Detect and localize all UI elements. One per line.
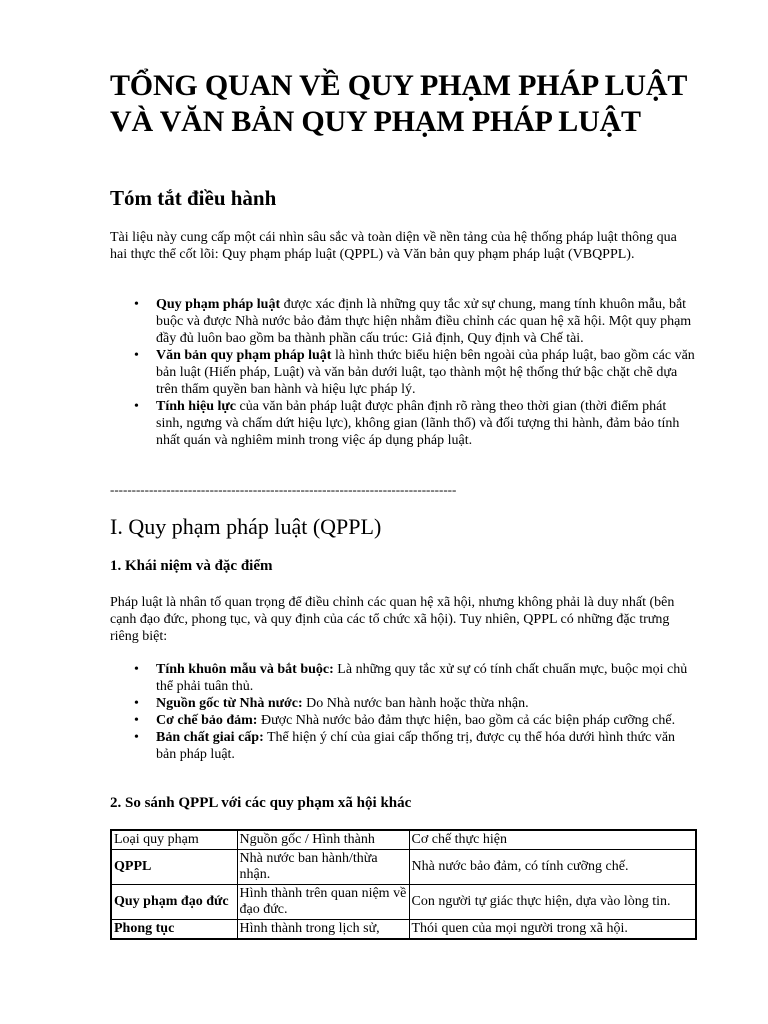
bullet-icon: •: [134, 730, 139, 745]
table-cell: Hình thành trong lịch sử,: [237, 920, 409, 940]
list-item: [110, 712, 695, 729]
item-text: Được Nhà nước bảo đảm thực hiện, bao gồm cả các biện pháp cưỡng chế.: [257, 713, 676, 728]
item-term: Tính khuôn mẫu và bắt buộc:: [156, 662, 334, 677]
bullet-icon: •: [134, 399, 139, 414]
table-cell: Phong tục: [111, 920, 237, 940]
features-list: [110, 661, 695, 763]
item-term: Nguồn gốc từ Nhà nước:: [156, 696, 303, 711]
table-cell: QPPL: [111, 850, 237, 885]
item-text: Do Nhà nước ban hành hoặc thừa nhận.: [302, 696, 529, 711]
bullet-icon: •: [134, 713, 139, 728]
summary-heading: Tóm tắt điều hành: [110, 186, 277, 210]
list-item: [110, 661, 695, 695]
table-cell: Con người tự giác thực hiện, dựa vào lòng tin.: [409, 885, 696, 920]
table-row: [111, 885, 696, 920]
item-text: được xác định là những quy tắc xử sự chung, mang tính khuôn mẫu, bắt buộc và được Nhà nước bảo đảm thực hiện nhằm điều chỉnh các quan hệ xã hội. Một quy phạm đầy đủ luôn bao gồm ba thành phần cấu trúc: Giả định, Quy định và Chế tài.: [156, 297, 692, 346]
item-term: Bản chất giai cấp:: [156, 730, 264, 745]
bullet-icon: •: [134, 662, 139, 677]
item-term: Tính hiệu lực: [156, 399, 236, 414]
item-term: Cơ chế bảo đảm:: [156, 713, 258, 728]
list-item: [110, 695, 695, 712]
concept-paragraph: Pháp luật là nhân tố quan trọng để điều chỉnh các quan hệ xã hội, nhưng không phải là duy nhất (bên cạnh đạo đức, phong tục, và quy định của các tổ chức xã hội). Tuy nhiên, QPPL có những đặc trưng riêng biệt:: [110, 595, 675, 644]
table-row: [111, 920, 696, 940]
section-heading: I. Quy phạm pháp luật (QPPL): [110, 514, 382, 539]
table-header-cell: Nguồn gốc / Hình thành: [237, 830, 409, 850]
table-cell: Nhà nước ban hành/thừa nhận.: [237, 850, 409, 885]
table-cell: Quy phạm đạo đức: [111, 885, 237, 920]
divider-line: --------------------------------------------------------------------------------: [110, 482, 457, 497]
subsection-heading: 1. Khái niệm và đặc điểm: [110, 558, 273, 574]
item-term: Văn bản quy phạm pháp luật: [156, 348, 332, 363]
comparison-table: [110, 829, 697, 940]
item-text: của văn bản pháp luật được phân định rõ ràng theo thời gian (thời điểm phát sinh, ngưng và chấm dứt hiệu lực), không gian (lãnh thổ) và đối tượng thi hành, đảm bảo tính nhất quán và nghiêm minh trong việc áp dụng pháp luật.: [156, 399, 680, 448]
item-text: là hình thức biểu hiện bên ngoài của pháp luật, bao gồm các văn bản luật (Hiến pháp, Luật) và văn bản dưới luật, tạo thành một hệ thống thứ bậc chặt chẽ dựa trên thẩm quyền ban hành và hiệu lực pháp lý.: [156, 348, 695, 397]
item-text: Thể hiện ý chí của giai cấp thống trị, được cụ thể hóa dưới hình thức văn bản pháp luật.: [156, 730, 676, 762]
table-cell: Thói quen của mọi người trong xã hội.: [409, 920, 696, 940]
table-cell: Hình thành trên quan niệm về đạo đức.: [237, 885, 409, 920]
item-text: Là những quy tắc xử sự có tính chất chuẩn mực, buộc mọi chủ thể phải tuân thủ.: [156, 662, 688, 694]
list-item: [110, 729, 695, 763]
bullet-icon: •: [134, 348, 139, 363]
table-row: [111, 850, 696, 885]
bullet-icon: •: [134, 696, 139, 711]
table-header-cell: Cơ chế thực hiện: [409, 830, 696, 850]
list-item: [110, 296, 695, 347]
summary-list: [110, 296, 695, 449]
document-title: TỔNG QUAN VỀ QUY PHẠM PHÁP LUẬT VÀ VĂN BẢN QUY PHẠM PHÁP LUẬT: [110, 69, 687, 138]
intro-paragraph: Tài liệu này cung cấp một cái nhìn sâu sắc và toàn diện về nền tảng của hệ thống pháp luật thông qua hai thực thể cốt lõi: Quy phạm pháp luật (QPPL) và Văn bản quy phạm pháp luật (VBQPPL).: [110, 230, 677, 262]
bullet-icon: •: [134, 297, 139, 312]
list-item: [110, 398, 695, 449]
item-term: Quy phạm pháp luật: [156, 297, 281, 312]
table-header-cell: Loại quy phạm: [111, 830, 237, 850]
subsection-heading: 2. So sánh QPPL với các quy phạm xã hội khác: [110, 795, 412, 811]
table-header-row: [111, 830, 696, 850]
table-cell: Nhà nước bảo đảm, có tính cưỡng chế.: [409, 850, 696, 885]
list-item: [110, 347, 695, 398]
